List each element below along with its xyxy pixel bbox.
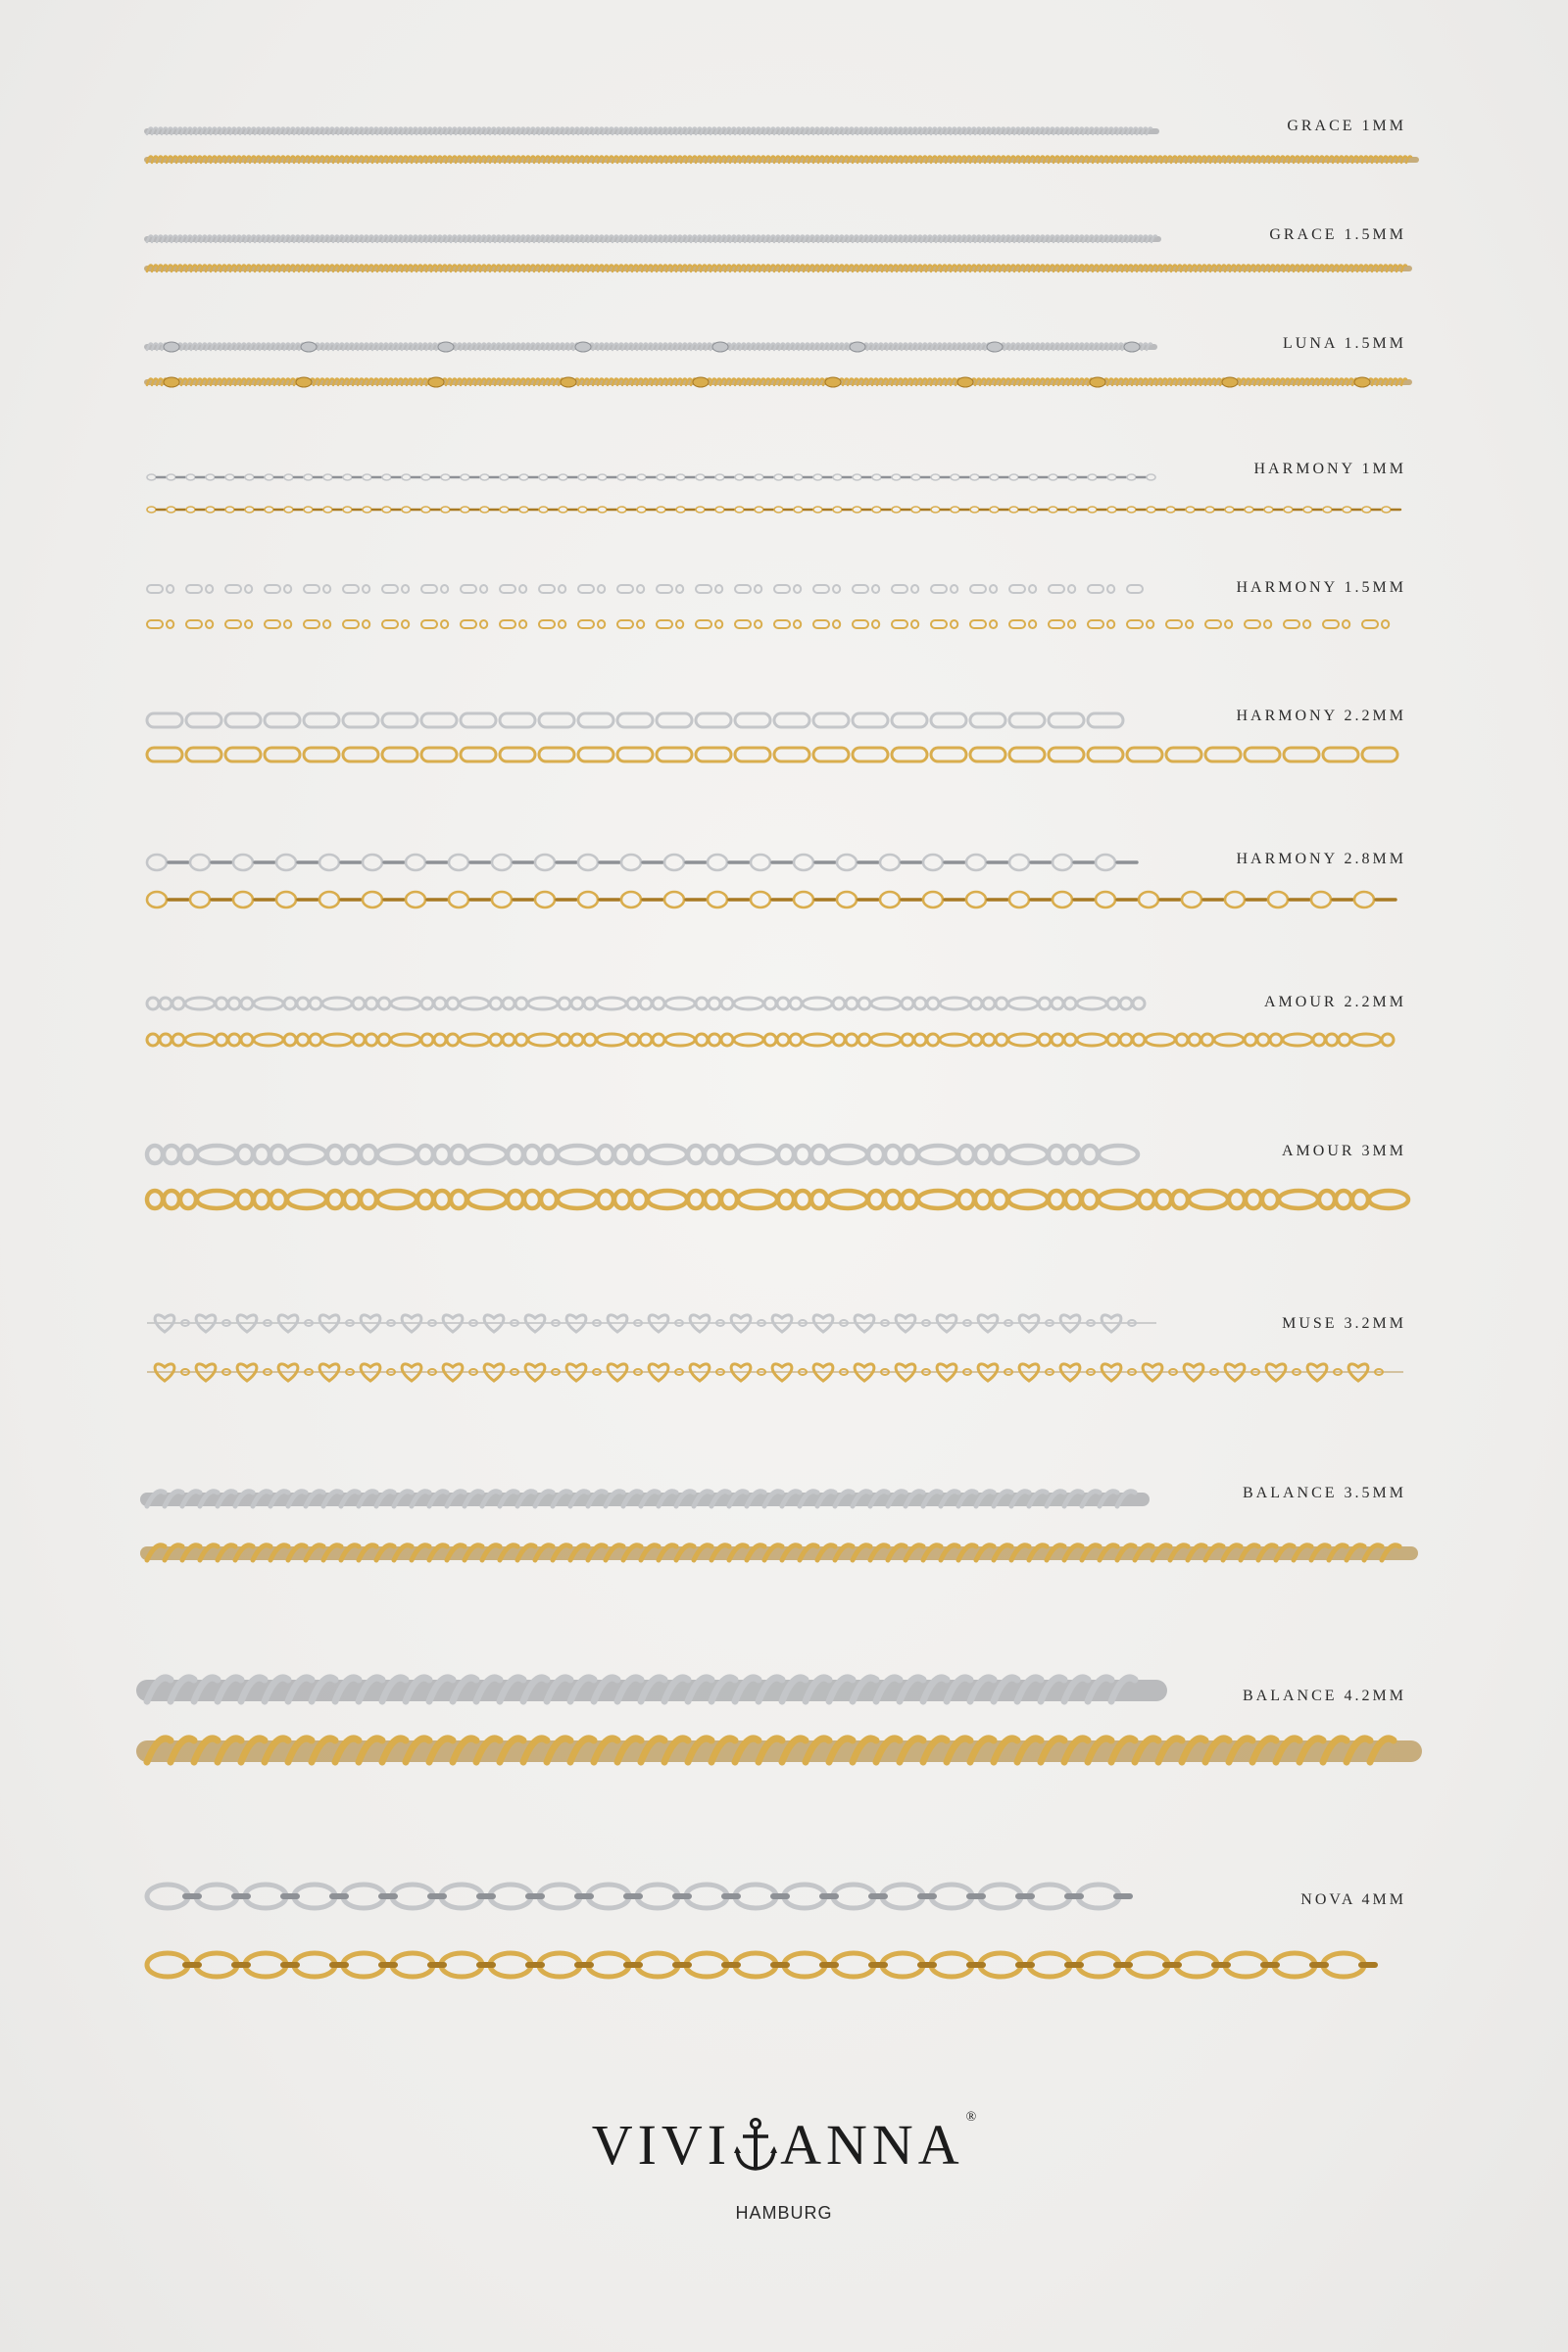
brand-block — [0, 2110, 1568, 2224]
gold-chain-5 — [147, 748, 1397, 761]
silver-chain-9 — [147, 1315, 1156, 1332]
silver-chain-4 — [147, 585, 1143, 593]
silver-chain-5 — [147, 713, 1123, 727]
silver-chain-12 — [147, 1885, 1130, 1908]
gold-chain-2 — [147, 377, 1409, 387]
silver-chain-7 — [147, 998, 1145, 1009]
registered-mark: ® — [965, 2110, 977, 2125]
silver-chain-10 — [147, 1492, 1143, 1506]
gold-chain-10 — [147, 1545, 1411, 1560]
silver-chain-1 — [147, 235, 1158, 242]
silver-chain-8 — [147, 1146, 1138, 1163]
gold-chain-3 — [147, 507, 1400, 513]
gold-chain-0 — [147, 156, 1416, 163]
chain-label: NOVA 4MM — [1300, 1891, 1406, 1908]
chain-label: HARMONY 1MM — [1253, 461, 1406, 477]
gold-chain-1 — [147, 265, 1409, 271]
chain-label: GRACE 1MM — [1287, 118, 1406, 134]
chain-label: LUNA 1.5MM — [1282, 335, 1406, 352]
silver-chain-11 — [147, 1678, 1156, 1701]
chain-label: HARMONY 2.8MM — [1236, 851, 1406, 867]
gold-chain-6 — [147, 892, 1396, 907]
gold-chain-12 — [147, 1953, 1375, 1977]
chain-label: BALANCE 3.5MM — [1242, 1485, 1406, 1501]
chain-label: HARMONY 2.2MM — [1236, 708, 1406, 724]
silver-chain-6 — [147, 855, 1137, 870]
gold-chain-7 — [147, 1034, 1394, 1046]
chain-label: HARMONY 1.5MM — [1236, 579, 1406, 596]
brand-name-right: ANNA — [780, 2113, 964, 2177]
brand-logo — [591, 2110, 977, 2177]
gold-chain-8 — [147, 1191, 1408, 1208]
silver-chain-0 — [147, 127, 1156, 134]
chain-label: AMOUR 2.2MM — [1263, 994, 1406, 1010]
chain-label: AMOUR 3MM — [1281, 1143, 1406, 1159]
gold-chain-4 — [147, 620, 1389, 628]
brand-name-left: VIVI — [591, 2113, 732, 2177]
gold-chain-9 — [147, 1364, 1403, 1381]
chain-label: MUSE 3.2MM — [1282, 1315, 1406, 1332]
chain-label: BALANCE 4.2MM — [1242, 1688, 1406, 1704]
brand-city: HAMBURG — [735, 2203, 833, 2223]
silver-chain-3 — [147, 474, 1155, 480]
gold-chain-11 — [147, 1739, 1411, 1762]
silver-chain-2 — [147, 342, 1154, 352]
anchor-icon — [733, 2117, 778, 2172]
chain-label: GRACE 1.5MM — [1269, 226, 1406, 243]
